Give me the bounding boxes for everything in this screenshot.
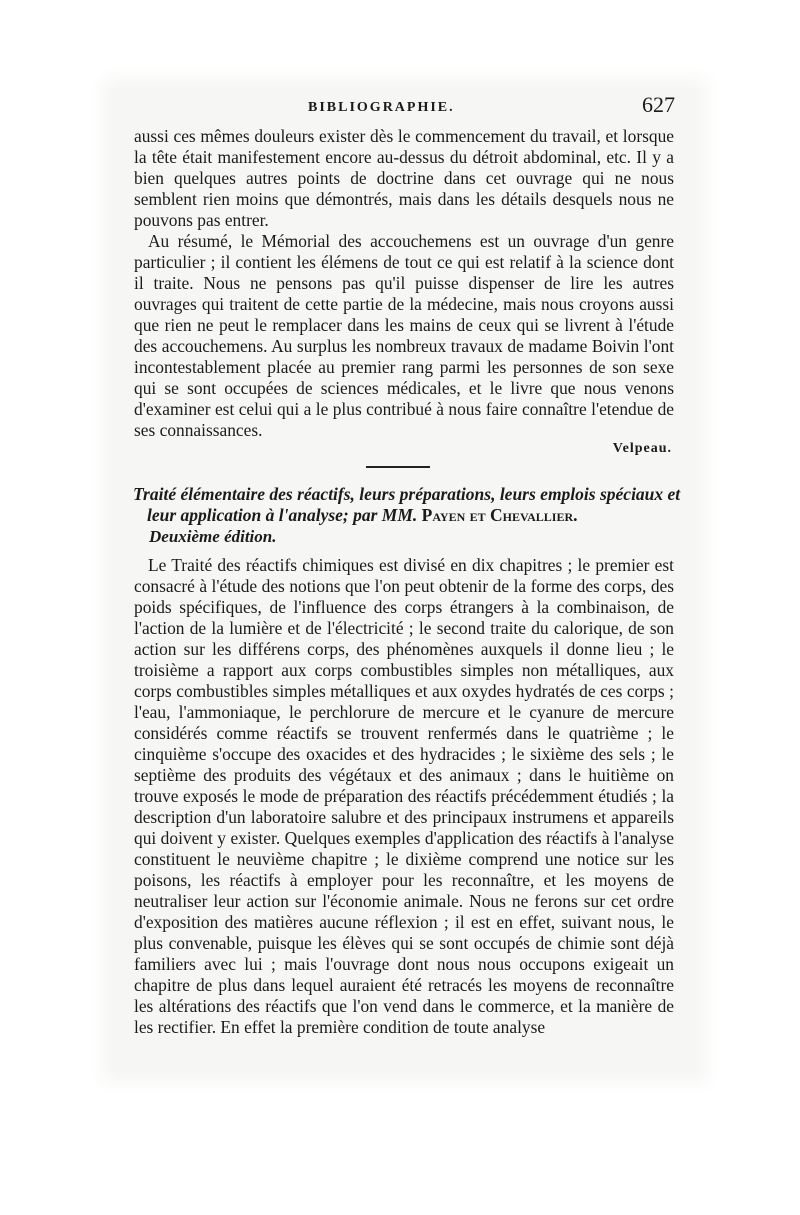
paragraph-continued: aussi ces mêmes douleurs exister dès le commencement du travail, et lorsque la tête était manifestement encore au-dessus du détroit abdominal, etc. Il y a bien quelques autres points de doctrine dans cet ouvrage qui ne nous semblent rien moins que démontrés, mais dans les détails desquels nous ne pouvons pas entrer.	[134, 126, 674, 230]
review-paragraph: Le Traité des réactifs chimiques est divisé en dix chapitres ; le premier est consacré à l'étude des notions que l'on peut obtenir de la forme des corps, des poids spécifiques, de l'influence des corps étrangers à la combinaison, de l'action de la lumière et de l'électricité ; le second traite du calorique, de son action sur les différens corps, des phénomènes auxquels il donne lieu ; le troisième a rapport aux corps combustibles simples non métalliques, aux corps combustibles simples métalliques et aux oxydes hydratés de ces corps ; l'eau, l'ammoniaque, le perchlorure de mercure et le cyanure de mercure considérés comme réactifs se trouvent renfermés dans le quatrième ; le cinquième s'occupe des oxacides et des hydracides ; le sixième des sels ; le septième des produits des végétaux et des animaux ; dans le huitième on trouve exposés le mode de préparation des réactifs précédemment étudiés ; la description d'un laboratoire salubre et des principaux instrumens et appareils qui doivent y exister. Quelques exemples d'application des réactifs à l'analyse constituent le neuvième chapitre ; le dixième comprend une notice sur les poisons, les réactifs à employer pour les reconnaître, et les moyens de neutraliser leur action sur l'économie animale. Nous ne ferons sur cet ordre d'exposition des matières aucune réflexion ; il est en effet, suivant nous, le plus convenable, puisque les élèves qui se sont occupés de chimie sont déjà familiers avec lui ; mais l'ouvrage dont nous nous occupons exigeait un chapitre de plus dans lequel auraient été retracés les moyens de reconnaître les altérations des réactifs que l'on vend dans le commerce, et la manière de les rectifier. En effet la première condition de toute analyse	[134, 555, 674, 1037]
book-title	[133, 484, 687, 526]
book-authors: Payen et Chevallier.	[421, 505, 578, 525]
page-number: 627	[642, 92, 675, 117]
paragraph-summary: Au résumé, le Mémorial des accouchemens est un ouvrage d'un genre particulier ; il contient les élémens de tout ce qui est relatif à la science dont il traite. Nous ne pensons pas qu'il puisse dispenser de lire les autres ouvrages qui traitent de cette partie de la médecine, mais nous croyons aussi que rien ne peut le remplacer dans les mains de ceux qui se livrent à l'étude des accouchemens. Au surplus les nombreux travaux de madame Boivin l'ont incontestablement placée au premier rang parmi les personnes de son sexe qui se sont occupées de sciences médicales, et le livre que nous venons d'examiner est celui qui a le plus contribué à nous faire connaître l'etendue de ses connaissances.	[134, 231, 674, 440]
book-title-text: Traité élémentaire des réactifs, leurs préparations, leurs emplois spéciaux et leur application à l'analyse; par MM.	[133, 484, 681, 525]
book-edition: Deuxième édition.	[149, 527, 277, 546]
author-signature: Velpeau.	[612, 441, 672, 456]
section-divider	[366, 466, 430, 468]
page-header	[130, 92, 675, 126]
review-conclusion	[134, 126, 674, 441]
running-title: BIBLIOGRAPHIE.	[308, 100, 455, 115]
review-body	[134, 555, 674, 1038]
